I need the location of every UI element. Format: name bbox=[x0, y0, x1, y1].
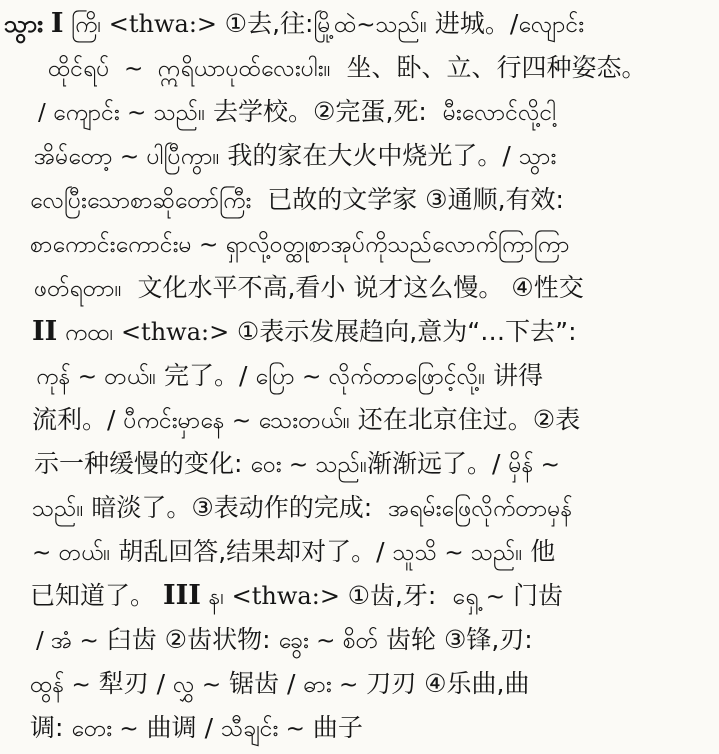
entry-line bbox=[0, 266, 719, 310]
entry-line bbox=[0, 442, 719, 486]
entry-line bbox=[0, 618, 719, 662]
text-run: 已知道了。 bbox=[30, 581, 163, 610]
text-run: 去学校。②完蛋,死: bbox=[205, 97, 443, 126]
text-run: 暗淡了。③表动作的完成: bbox=[83, 493, 389, 522]
text-run: 曲子 bbox=[304, 713, 363, 742]
text-run bbox=[229, 318, 237, 346]
text-run bbox=[113, 318, 121, 346]
text-run: တေး ~ bbox=[71, 716, 139, 742]
text-run: အိမ်တော့ ~ ပါပြီကွာ။ bbox=[34, 144, 220, 170]
entry-line bbox=[0, 178, 719, 222]
text-run bbox=[217, 10, 225, 38]
entry-line bbox=[0, 574, 719, 618]
text-run: 已故的文学家 ③通顺,有效: bbox=[251, 185, 564, 214]
text-run: ပြော ~ လိုက်တာဖြောင့်လို့။ bbox=[255, 364, 486, 390]
text-run: 示一种缓慢的变化: bbox=[34, 449, 251, 478]
text-run bbox=[340, 582, 348, 610]
text-run: သီချင်း ~ bbox=[220, 716, 305, 742]
text-run: ရှေ့ ~ bbox=[452, 584, 505, 610]
entry-line bbox=[0, 662, 719, 706]
text-run: မြို့ထဲ~သည်။ bbox=[313, 12, 427, 38]
dictionary-entry-thwa bbox=[0, 2, 719, 750]
text-run: သည်။ bbox=[32, 496, 84, 522]
text-run: 刀刃 ④乐曲,曲 bbox=[358, 669, 530, 698]
text-run bbox=[57, 318, 65, 346]
text-run: 犁刃 / bbox=[90, 669, 173, 698]
text-run: မှိန် ~ bbox=[508, 452, 560, 478]
text-run: 讲得 bbox=[485, 361, 544, 390]
entry-line bbox=[0, 706, 719, 750]
entry-line bbox=[0, 530, 719, 574]
text-run: ①去,往: bbox=[224, 9, 314, 38]
entry-line bbox=[0, 46, 719, 90]
text-run: ကုန် ~ တယ်။ bbox=[36, 364, 156, 390]
text-run: ~ တယ်။ bbox=[32, 540, 111, 566]
entry-line bbox=[0, 222, 719, 266]
text-run bbox=[43, 10, 51, 38]
text-run: 流利。/ bbox=[32, 405, 124, 434]
text-run: အရမ်းဖြေလိုက်တာမှန် bbox=[388, 496, 573, 522]
text-run: 完了。/ bbox=[156, 361, 256, 390]
text-run: ဝေး ~ သည်။ bbox=[250, 452, 367, 478]
headword: သွား bbox=[4, 10, 44, 38]
entry-line bbox=[0, 134, 719, 178]
text-run: သူသိ ~ သည်။ bbox=[392, 540, 523, 566]
text-run: 曲调 / bbox=[138, 713, 221, 742]
text-run: 进城。/ bbox=[426, 9, 519, 38]
pronunciation: <thwa:> bbox=[108, 10, 218, 38]
text-run: ပီကင်းမှာနေ ~ သေးတယ်။ bbox=[123, 408, 350, 434]
pronunciation: <thwa:> bbox=[120, 318, 230, 346]
text-run bbox=[101, 10, 109, 38]
text-run: 锯齿 / bbox=[221, 669, 304, 698]
text-run: 文化水平不高,看小 说才这么慢。 ④性交 bbox=[121, 273, 584, 302]
text-run: 坐、卧、立、行四种姿态。 bbox=[330, 53, 647, 82]
text-run: / ကျောင်း ~ သည်။ bbox=[38, 100, 206, 126]
text-run: ခွေး ~ စိတ် bbox=[278, 628, 379, 654]
entry-line bbox=[0, 2, 719, 46]
entry-line bbox=[0, 354, 719, 398]
text-run: 齿轮 ③锋,刃: bbox=[378, 625, 533, 654]
homograph-numeral: III bbox=[162, 580, 201, 611]
text-run: ①齿,牙: bbox=[347, 581, 453, 610]
entry-line bbox=[0, 90, 719, 134]
pos-label: ကထ၊ bbox=[64, 320, 114, 346]
text-run: လျောင်း bbox=[518, 12, 585, 38]
text-run: 门齿 bbox=[505, 581, 563, 610]
text-run bbox=[224, 582, 232, 610]
entry-line bbox=[0, 310, 719, 354]
text-run: 胡乱回答,结果却对了。/ bbox=[110, 537, 393, 566]
text-run: / အံ ~ bbox=[36, 628, 99, 654]
homograph-numeral: II bbox=[32, 316, 58, 347]
text-run: 臼齿 ②齿状物: bbox=[98, 625, 279, 654]
text-run: 还在北京住过。②表 bbox=[349, 405, 581, 434]
text-run: ထိုင်ရပ် ~ ဣရိယာပုထ်လေးပါး။ bbox=[48, 56, 331, 82]
homograph-numeral: I bbox=[50, 8, 64, 39]
pos-label: ကြိ၊ bbox=[71, 12, 102, 38]
entry-line bbox=[0, 486, 719, 530]
text-run: 调: bbox=[30, 713, 72, 742]
text-run: စာကောင်းကောင်းမ ~ ရှာလို့ဝတ္ထုစာအုပ်ကိုသည်လောက်ကြာကြာ bbox=[30, 232, 570, 258]
text-run: ①表示发展趋向,意为“…下去”: bbox=[236, 317, 577, 346]
text-run: ဖတ်ရတာ။ bbox=[34, 276, 122, 302]
text-run: 我的家在大火中烧光了。/ bbox=[219, 141, 519, 170]
text-run: ထွန် ~ bbox=[30, 672, 91, 698]
text-run: 渐渐远了。/ bbox=[366, 449, 509, 478]
text-run: 他 bbox=[522, 537, 556, 566]
text-run: လွှ ~ bbox=[173, 672, 222, 698]
text-run: သွား bbox=[518, 144, 557, 170]
pos-label: န၊ bbox=[208, 584, 225, 610]
text-run bbox=[63, 10, 71, 38]
entry-line bbox=[0, 398, 719, 442]
text-run: လေပြီးသောစာဆိုတော်ကြီး bbox=[30, 188, 252, 214]
text-run: မီးလောင်လို့ငါ့ bbox=[442, 100, 557, 126]
text-run: ဓား ~ bbox=[303, 672, 359, 698]
pronunciation: <thwa:> bbox=[231, 582, 340, 610]
